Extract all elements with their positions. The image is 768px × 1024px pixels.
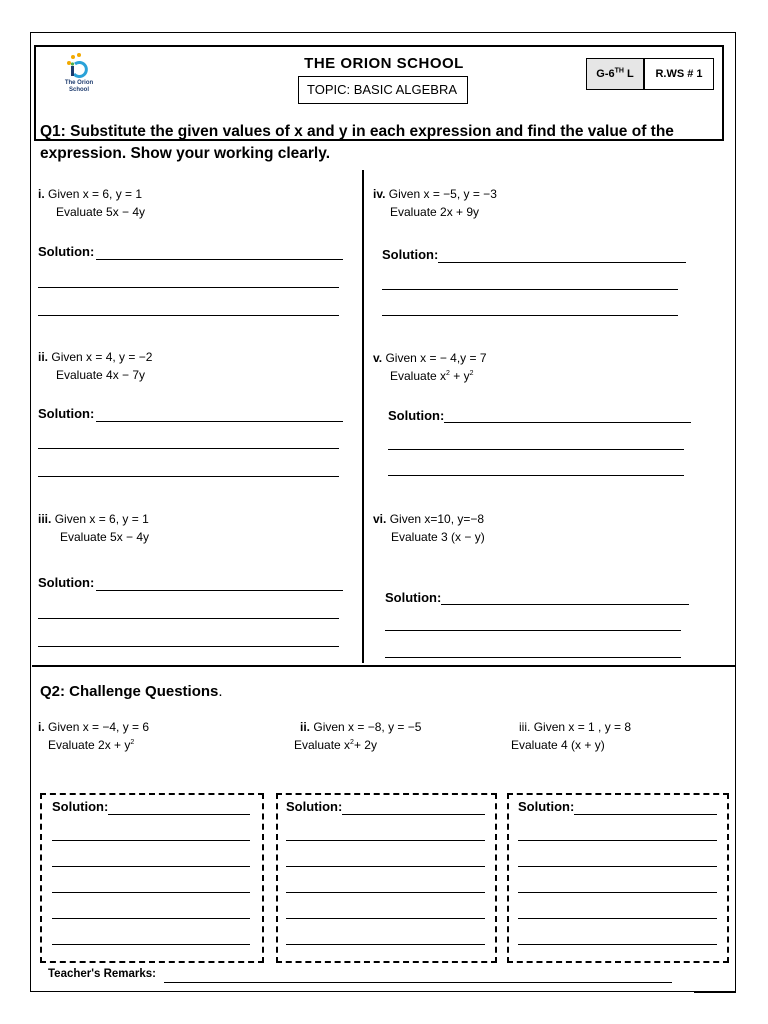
solution-box-iii bbox=[507, 793, 729, 963]
q1-item-ii: ii. Given x = 4, y = −2 Evaluate 4x − 7y bbox=[38, 350, 153, 382]
solution-label: Solution: bbox=[52, 799, 109, 814]
answer-line[interactable] bbox=[518, 918, 717, 919]
answer-line[interactable] bbox=[382, 315, 678, 316]
answer-line[interactable] bbox=[286, 892, 485, 893]
remarks-line[interactable] bbox=[164, 982, 672, 983]
answer-line[interactable] bbox=[38, 646, 339, 647]
answer-line[interactable] bbox=[518, 892, 717, 893]
q1-item-iii: iii. Given x = 6, y = 1 Evaluate 5x − 4y bbox=[38, 512, 150, 544]
answer-line[interactable] bbox=[385, 657, 681, 658]
answer-line[interactable] bbox=[518, 866, 717, 867]
teacher-remarks-label: Teacher's Remarks: bbox=[48, 968, 156, 980]
answer-line[interactable] bbox=[52, 892, 250, 893]
answer-line[interactable] bbox=[38, 448, 339, 449]
answer-line[interactable] bbox=[342, 814, 485, 815]
grade-cell: G-6TH L bbox=[586, 58, 644, 90]
q2-item-i: i. Given x = −4, y = 6 Evaluate $2x + y^2$ bbox=[38, 720, 150, 752]
q1-item-iv: iv. Given x = −5, y = −3 Evaluate 2x + 9y bbox=[373, 187, 497, 219]
answer-line[interactable] bbox=[38, 287, 339, 288]
answer-line[interactable] bbox=[385, 630, 681, 631]
topic-box: TOPIC: BASIC ALGEBRA bbox=[298, 76, 468, 104]
worksheet-number-cell: R.WS # 1 bbox=[644, 58, 714, 90]
answer-line[interactable] bbox=[52, 840, 250, 841]
answer-line[interactable] bbox=[441, 604, 689, 605]
solution-label: Solution: bbox=[38, 244, 95, 259]
q1-item-vi: vi. Given x=10, y=−8 Evaluate 3 (x − y) bbox=[373, 512, 485, 544]
solution-label: Solution: bbox=[385, 590, 442, 605]
school-name: THE ORION SCHOOL bbox=[304, 55, 464, 72]
answer-line[interactable] bbox=[52, 944, 250, 945]
answer-line[interactable] bbox=[96, 421, 343, 422]
answer-line[interactable] bbox=[574, 814, 717, 815]
footer-rule bbox=[694, 992, 736, 993]
solution-label: Solution: bbox=[388, 408, 445, 423]
solution-label: Solution: bbox=[38, 406, 95, 421]
answer-line[interactable] bbox=[38, 476, 339, 477]
answer-line[interactable] bbox=[38, 618, 339, 619]
answer-line[interactable] bbox=[286, 840, 485, 841]
solution-label: Solution: bbox=[38, 575, 95, 590]
answer-line[interactable] bbox=[286, 866, 485, 867]
column-divider bbox=[362, 170, 364, 663]
q2-item-iii: iii. Given x = 1 , y = 8 Evaluate 4 (x + y) bbox=[511, 720, 632, 752]
logo-text: The Orion School bbox=[64, 80, 94, 93]
answer-line[interactable] bbox=[382, 289, 678, 290]
q1-title: Q1: Substitute the given values of x and y in each expression and find the value of the expression. Show your working clearly. bbox=[40, 123, 674, 162]
answer-line[interactable] bbox=[52, 918, 250, 919]
answer-line[interactable] bbox=[518, 944, 717, 945]
solution-label: Solution: bbox=[518, 799, 575, 814]
answer-line[interactable] bbox=[518, 840, 717, 841]
solution-label: Solution: bbox=[382, 247, 439, 262]
answer-line[interactable] bbox=[108, 814, 250, 815]
answer-line[interactable] bbox=[52, 866, 250, 867]
q1-item-v: v. Given x = − 4,y = 7 Evaluate $x^2 + y^2$ bbox=[373, 351, 487, 383]
solution-box-ii bbox=[276, 793, 497, 963]
answer-line[interactable] bbox=[96, 590, 343, 591]
q1-item-i: i. Given x = 6, y = 1 Evaluate 5x − 4y bbox=[38, 187, 146, 219]
answer-line[interactable] bbox=[96, 259, 343, 260]
solution-box-i bbox=[40, 793, 264, 963]
answer-line[interactable] bbox=[438, 262, 686, 263]
answer-line[interactable] bbox=[444, 422, 691, 423]
q2-item-ii: ii. Given x = −8, y = −5 Evaluate $x^2+ 2y$ bbox=[294, 720, 422, 752]
answer-line[interactable] bbox=[388, 475, 684, 476]
answer-line[interactable] bbox=[286, 944, 485, 945]
answer-line[interactable] bbox=[388, 449, 684, 450]
section-divider bbox=[32, 665, 736, 667]
answer-line[interactable] bbox=[286, 918, 485, 919]
q2-title: Q2: Challenge Questions. bbox=[40, 683, 223, 700]
answer-line[interactable] bbox=[38, 315, 339, 316]
solution-label: Solution: bbox=[286, 799, 343, 814]
